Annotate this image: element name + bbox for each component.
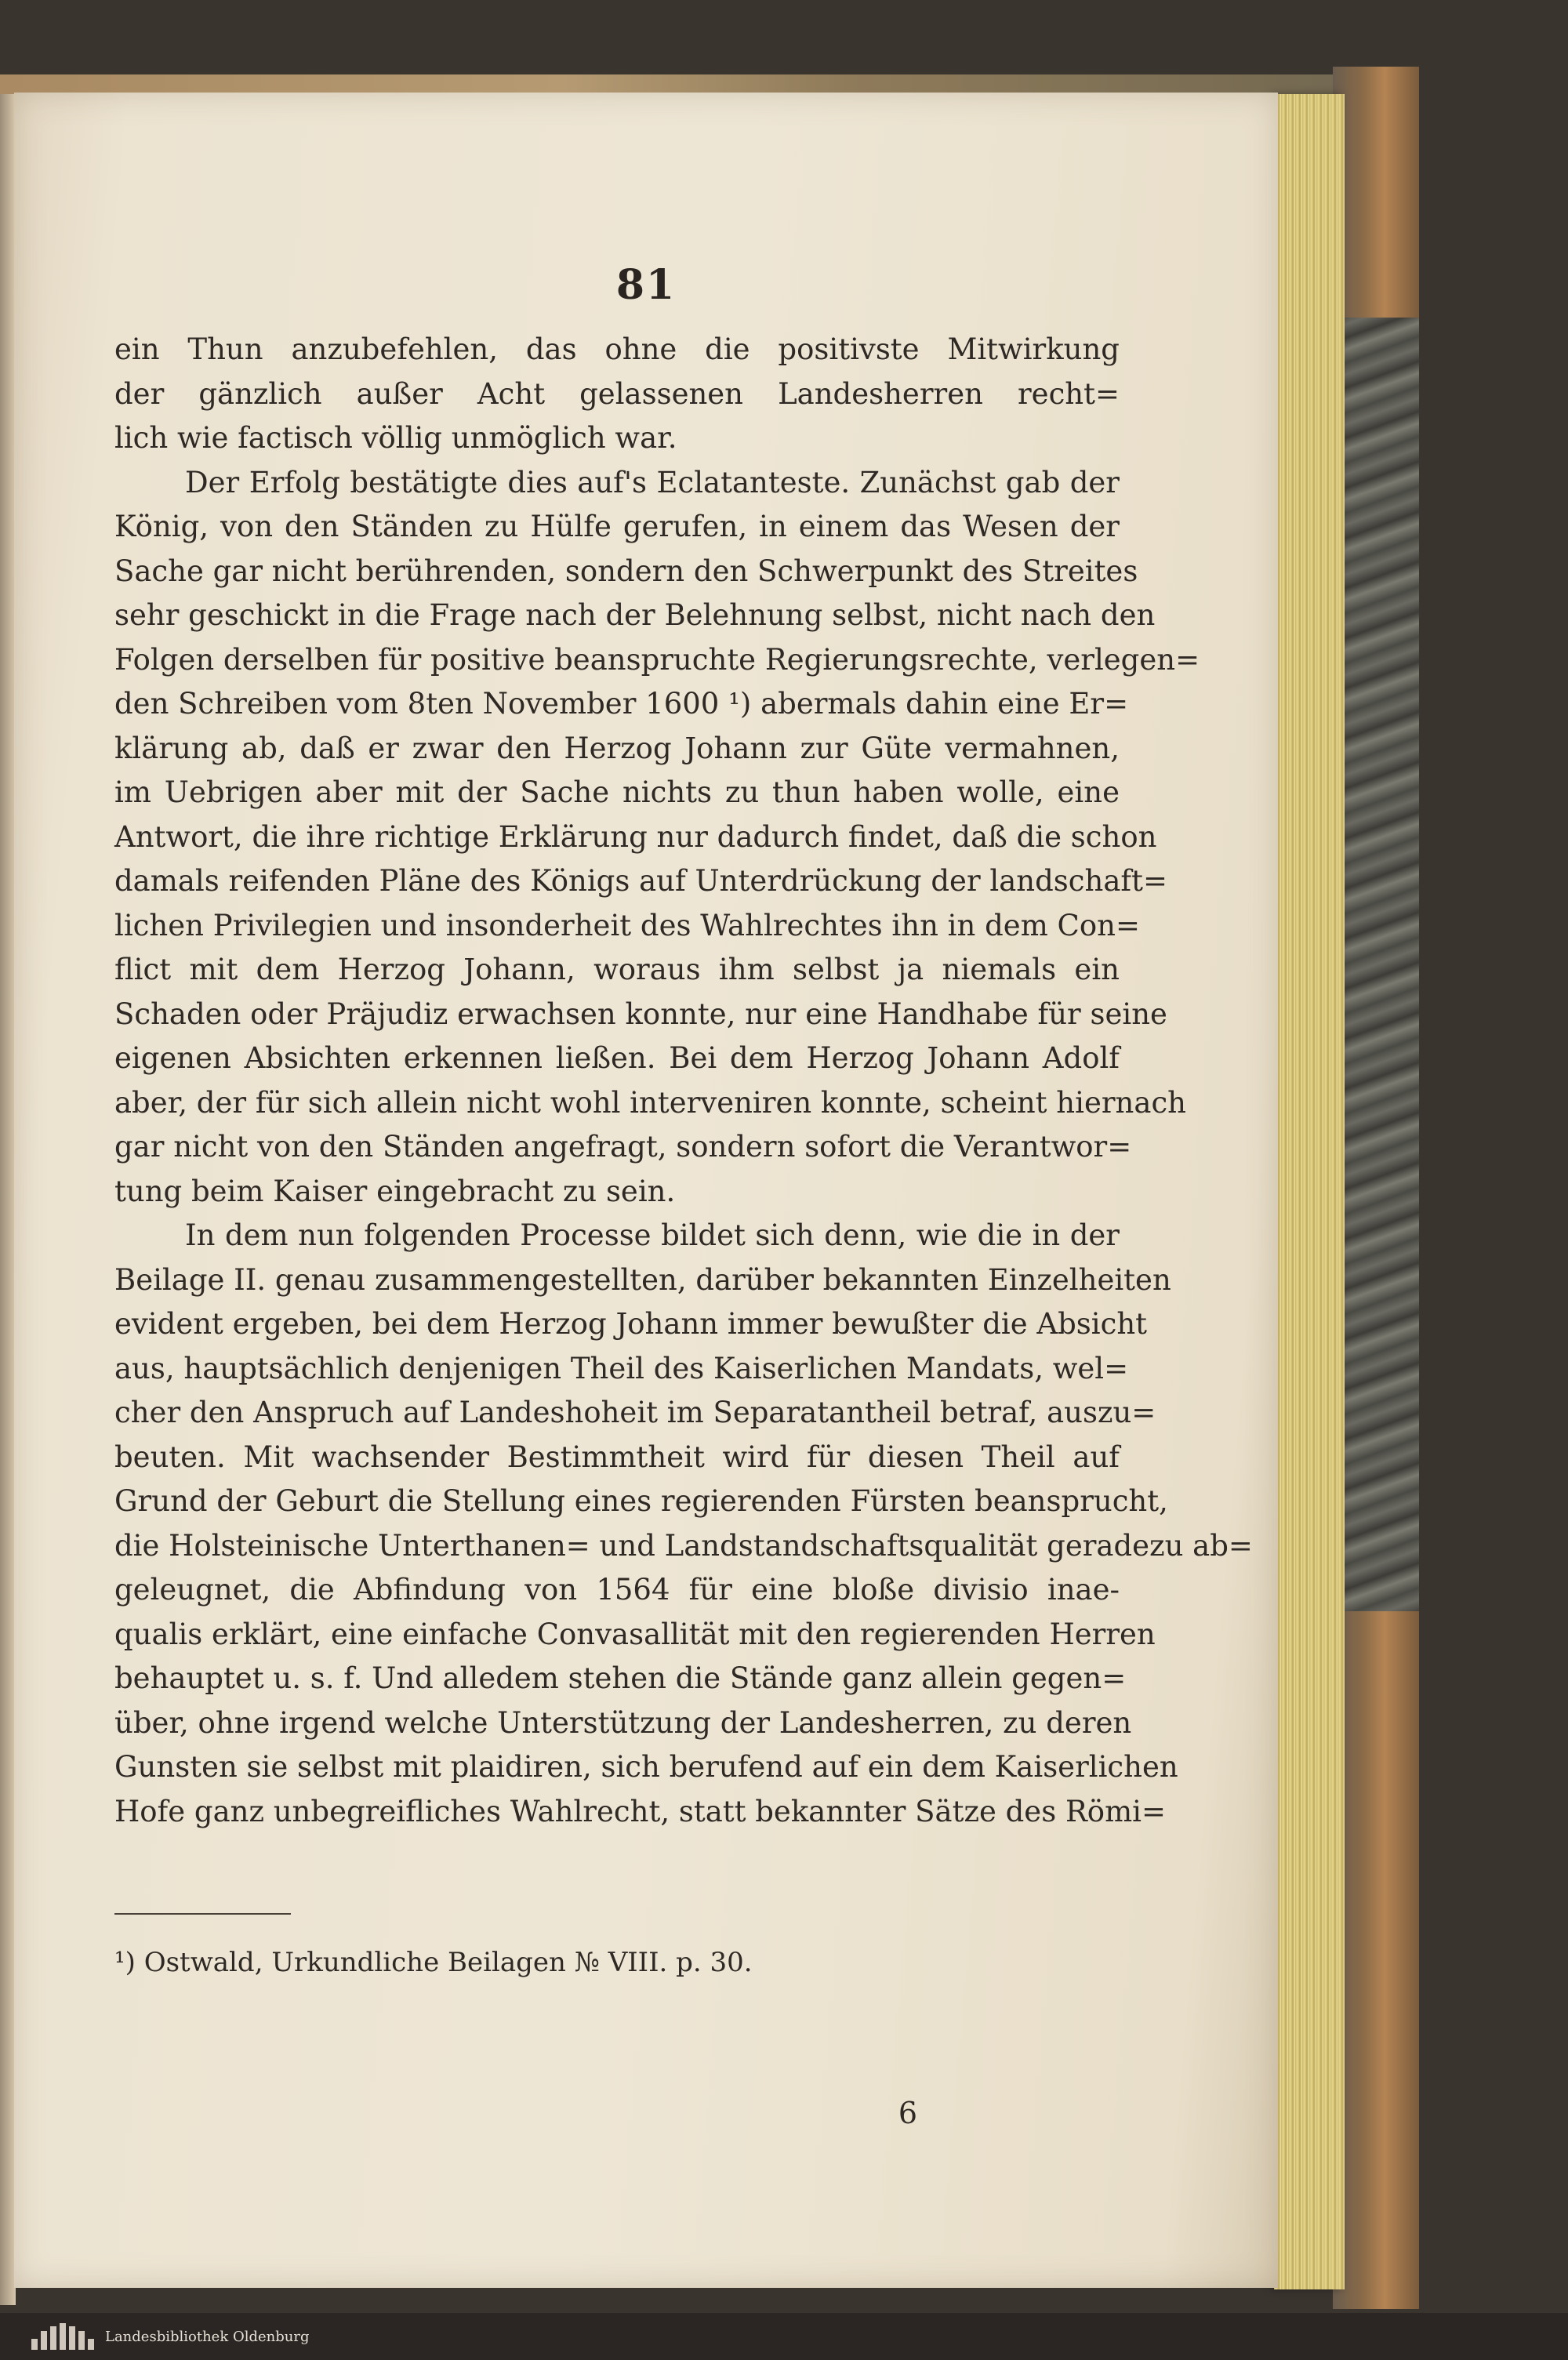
text-line: König, von den Ständen zu Hülfe gerufen, in einem das Wesen der — [114, 510, 1120, 543]
text-line: den Schreiben vom 8ten November 1600 ¹) abermals dahin eine Er= — [114, 687, 1129, 721]
text-line: damals reifenden Pläne des Königs auf Unterdrückung der landschaft= — [114, 864, 1167, 898]
book-cover-right-edge — [1333, 67, 1419, 2309]
footer-bar — [0, 2313, 1568, 2360]
text-line: eigenen Absichten erkennen ließen. Bei dem Herzog Johann Adolf — [114, 1041, 1120, 1075]
text-line: Der Erfolg bestätigte dies auf's Eclatanteste. Zunächst gab der — [185, 465, 1120, 499]
text-line: evident ergeben, bei dem Herzog Johann immer bewußter die Absicht — [114, 1307, 1148, 1341]
text-line: lichen Privilegien und insonderheit des Wahlrechtes ihn in dem Con= — [114, 908, 1140, 942]
text-line: die Holsteinische Unterthanen= und Landstandschaftsqualität geradezu ab= — [114, 1528, 1253, 1563]
previous-page-edge — [0, 94, 16, 2305]
text-line: ein Thun anzubefehlen, das ohne die positivste Mitwirkung — [114, 332, 1120, 366]
text-line: cher den Anspruch auf Landeshoheit im Separatantheil betraf, auszu= — [114, 1396, 1156, 1429]
gilt-fore-edge — [1274, 94, 1345, 2289]
signature-mark: 6 — [898, 2096, 918, 2130]
text-line: Grund der Geburt die Stellung eines regierenden Fürsten beansprucht, — [114, 1484, 1168, 1518]
text-line: behauptet u. s. f. Und alledem stehen die Stände ganz allein gegen= — [114, 1661, 1127, 1695]
text-line: Hofe ganz unbegreifliches Wahlrecht, statt bekannter Sätze des Römi= — [114, 1794, 1166, 1828]
text-line: In dem nun folgenden Processe bildet sich denn, wie die in der — [185, 1218, 1120, 1252]
text-line: Antwort, die ihre richtige Erklärung nur dadurch findet, daß die schon — [114, 819, 1157, 854]
text-line: der gänzlich außer Acht gelassenen Landesherren recht= — [114, 376, 1120, 411]
text-line: Beilage II. genau zusammengestellten, darüber bekannten Einzelheiten — [114, 1262, 1171, 1297]
page-number: 81 — [615, 261, 677, 309]
footnote: ¹) Ostwald, Urkundliche Beilagen № VIII. p. 30. — [114, 1947, 753, 1978]
text-line: klärung ab, daß er zwar den Herzog Johann zur Güte vermahnen, — [114, 731, 1120, 765]
text-line: über, ohne irgend welche Unterstützung der Landesherren, zu deren — [114, 1705, 1132, 1740]
text-line: flict mit dem Herzog Johann, woraus ihm selbst ja niemals ein — [114, 953, 1120, 986]
library-logo-icon — [31, 2323, 94, 2350]
text-line: qualis erklärt, eine einfache Convasallität mit den regierenden Herren — [114, 1617, 1156, 1651]
text-line: beuten. Mit wachsender Bestimmtheit wird für diesen Theil auf — [114, 1440, 1120, 1474]
footnote-divider — [114, 1913, 291, 1915]
library-name: Landesbibliothek Oldenburg — [105, 2328, 310, 2345]
text-line: lich wie factisch völlig unmöglich war. — [114, 421, 677, 455]
text-line: aber, der für sich allein nicht wohl interveniren konnte, scheint hiernach — [114, 1085, 1186, 1120]
marbled-cover-paper — [1333, 318, 1419, 1611]
text-line: gar nicht von den Ständen angefragt, sondern sofort die Verantwor= — [114, 1130, 1132, 1164]
text-line: Sache gar nicht berührenden, sondern den Schwerpunkt des Streites — [114, 554, 1138, 588]
text-line: im Uebrigen aber mit der Sache nichts zu thun haben wolle, eine — [114, 775, 1120, 809]
text-line: Schaden oder Präjudiz erwachsen konnte, nur eine Handhabe für seine — [114, 997, 1167, 1031]
body-text — [114, 328, 1253, 1834]
text-line: tung beim Kaiser eingebracht zu sein. — [114, 1174, 676, 1208]
text-line: Gunsten sie selbst mit plaidiren, sich berufend auf ein dem Kaiserlichen — [114, 1750, 1178, 1784]
text-line: aus, hauptsächlich denjenigen Theil des Kaiserlichen Mandats, wel= — [114, 1351, 1129, 1385]
book-page — [14, 93, 1278, 2288]
text-line: Folgen derselben für positive beanspruchte Regierungsrechte, verlegen= — [114, 642, 1200, 677]
text-line: sehr geschickt in die Frage nach der Belehnung selbst, nicht nach den — [114, 598, 1156, 632]
text-line: geleugnet, die Abfindung von 1564 für eine bloße divisio inae- — [114, 1573, 1120, 1607]
